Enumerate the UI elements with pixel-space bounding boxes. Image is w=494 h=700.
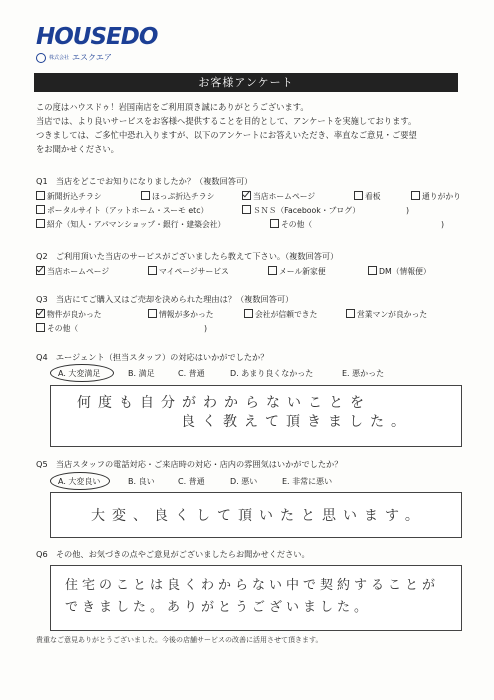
q5-answer-box[interactable] bbox=[50, 492, 462, 538]
q2-options bbox=[36, 265, 466, 279]
checkbox[interactable] bbox=[36, 323, 45, 332]
checkbox[interactable] bbox=[368, 266, 377, 275]
logo-company-type: 株式会社 bbox=[49, 54, 70, 61]
q2-title: Q2 ご利用頂いた当店のサービスがございましたら教えて下さい。（複数回答可） bbox=[36, 251, 339, 261]
selected-rating-circle bbox=[50, 364, 114, 382]
q1-paren: ) bbox=[441, 220, 445, 229]
checkbox[interactable] bbox=[36, 191, 45, 200]
q2-option[interactable]: 当店ホームページ bbox=[36, 265, 109, 278]
intro-text bbox=[36, 100, 466, 156]
q1-option[interactable]: 看板 bbox=[354, 190, 381, 203]
q1-option[interactable]: 通りがかり bbox=[411, 190, 461, 203]
q1-option[interactable]: ポータルサイト（アットホーム・スーモ etc） bbox=[36, 204, 208, 217]
q1-title: Q1 当店をどこでお知りになりましたか？（複数回答可） bbox=[36, 176, 253, 186]
checkbox-checked[interactable] bbox=[36, 266, 45, 275]
checkbox-checked[interactable] bbox=[36, 309, 45, 318]
q1-option[interactable]: ＳＮＳ（Facebook・ブログ） bbox=[242, 204, 360, 217]
q6-title: Q6 その他、お気づきの点やご意見がございましたらお聞かせください。 bbox=[36, 549, 310, 559]
q3-option[interactable]: 営業マンが良かった bbox=[346, 308, 427, 321]
intro-line: この度はハウスドゥ！岩国南店をご利用頂き誠にありがとうございます。 bbox=[36, 102, 309, 112]
q4-rating[interactable]: A. 大変満足 bbox=[58, 369, 101, 378]
q5-rating[interactable]: E. 非常に悪い bbox=[282, 477, 333, 486]
q3-options bbox=[36, 308, 466, 338]
q1-option[interactable]: その他（ bbox=[270, 218, 312, 231]
q2-option[interactable]: メール新家便 bbox=[268, 265, 326, 278]
q4-answer-box[interactable] bbox=[50, 385, 462, 447]
q1-options bbox=[36, 190, 466, 235]
intro-line: 当店では、より良いサービスをお客様へ提供することを目的として、アンケートを実施しております。 bbox=[36, 116, 417, 126]
logo-sub bbox=[36, 52, 157, 63]
checkbox-checked[interactable] bbox=[242, 191, 251, 200]
checkbox[interactable] bbox=[148, 309, 157, 318]
checkbox[interactable] bbox=[36, 219, 45, 228]
q6-handwriting-line: できました。ありがとうございました。 bbox=[65, 600, 372, 615]
q5-title: Q5 当店スタッフの電話対応・ご来店時の対応・店内の雰囲気はいかがでしたか？ bbox=[36, 459, 343, 469]
q4-rating[interactable]: B. 満足 bbox=[128, 369, 155, 378]
logo-mark-icon bbox=[36, 53, 46, 63]
q6-handwriting-line: 住宅のことは良くわからない中で契約することが bbox=[65, 578, 440, 593]
q2-option[interactable]: DM（情報便） bbox=[368, 265, 431, 278]
checkbox[interactable] bbox=[244, 309, 253, 318]
intro-line: つきましては、ご多忙中恐れ入りますが、以下のアンケートにお答えいただき、率直なご意見・ご要望 bbox=[36, 130, 417, 140]
checkbox[interactable] bbox=[270, 219, 279, 228]
checkbox[interactable] bbox=[354, 191, 363, 200]
q5-handwriting: 大変、良くして頂いたと思います。 bbox=[91, 508, 426, 524]
checkbox[interactable] bbox=[346, 309, 355, 318]
q1-option[interactable]: 新聞折込チラシ bbox=[36, 190, 102, 203]
q1-paren: ) bbox=[406, 206, 410, 215]
q5-rating[interactable]: A. 大変良い bbox=[58, 477, 101, 486]
footer-note: 貴重なご意見ありがとうございました。今後の店舗サービスの改善に活用させて頂きます。 bbox=[36, 636, 323, 644]
checkbox[interactable] bbox=[411, 191, 420, 200]
checkbox[interactable] bbox=[141, 191, 150, 200]
housedo-logo bbox=[36, 24, 157, 63]
intro-line: をお聞かせください。 bbox=[36, 144, 119, 154]
q1-option[interactable]: ほっぷ折込チラシ bbox=[141, 190, 214, 203]
checkbox[interactable] bbox=[148, 266, 157, 275]
q1-option[interactable]: 紹介（知人・アパマンショップ・銀行・建築会社） bbox=[36, 218, 225, 231]
checkbox[interactable] bbox=[242, 205, 251, 214]
q4-title: Q4 エージェント（担当スタッフ）の対応はいかがでしたか？ bbox=[36, 352, 269, 362]
q3-option[interactable]: 情報が多かった bbox=[148, 308, 214, 321]
q5-rating[interactable]: D. 悪い bbox=[230, 477, 258, 486]
q6-answer-box[interactable] bbox=[50, 565, 462, 631]
q2-option[interactable]: マイページサービス bbox=[148, 265, 229, 278]
page-title: お客様アンケート bbox=[34, 73, 458, 92]
selected-rating-circle bbox=[50, 472, 110, 490]
checkbox[interactable] bbox=[36, 205, 45, 214]
logo-company-name: エスクエア bbox=[72, 53, 112, 62]
q3-paren: ) bbox=[204, 324, 208, 333]
q1-option[interactable]: 当店ホームページ bbox=[242, 190, 315, 203]
q4-handwriting-line: 何度も自分がわからないことを bbox=[77, 395, 371, 411]
q3-option[interactable]: 会社が信頼できた bbox=[244, 308, 317, 321]
checkbox[interactable] bbox=[268, 266, 277, 275]
logo-wordmark: HOUSEDO bbox=[36, 24, 158, 50]
q4-rating[interactable]: E. 悪かった bbox=[342, 369, 385, 378]
q4-handwriting-line: 良く教えて頂きました。 bbox=[181, 414, 412, 430]
q4-rating[interactable]: C. 普通 bbox=[178, 369, 205, 378]
q3-option[interactable]: 物件が良かった bbox=[36, 308, 102, 321]
q5-rating[interactable]: C. 普通 bbox=[178, 477, 205, 486]
q4-rating[interactable]: D. あまり良くなかった bbox=[230, 369, 314, 378]
q5-rating[interactable]: B. 良い bbox=[128, 477, 155, 486]
q3-title: Q3 当店にてご購入又はご売却を決められた理由は？（複数回答可） bbox=[36, 294, 294, 304]
q3-option[interactable]: その他（ bbox=[36, 322, 78, 335]
